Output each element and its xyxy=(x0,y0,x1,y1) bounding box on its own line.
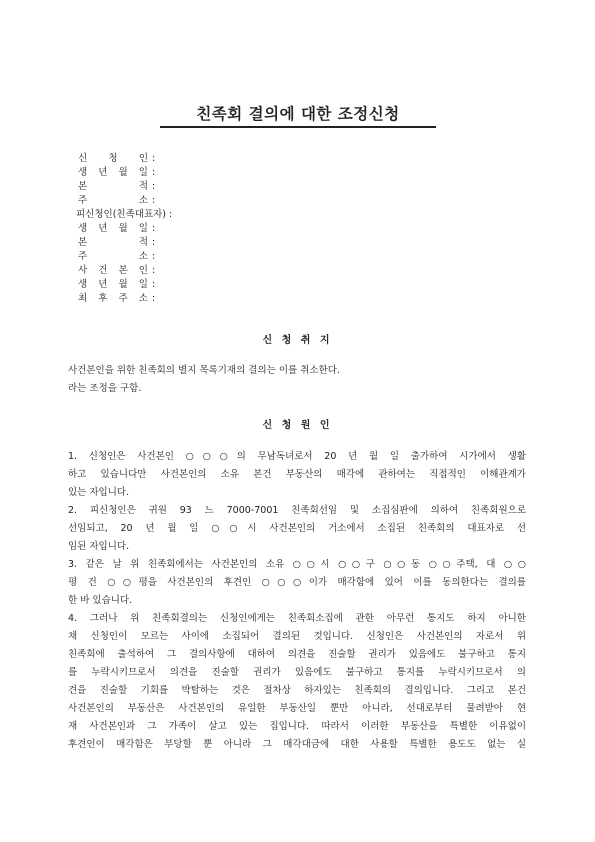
field-value: : xyxy=(152,293,156,304)
cause-line: 친족회에 출석하여 그 결의사항에 대하여 의견을 진술할 권리가 있음에도 불구하고 통지 xyxy=(68,649,526,660)
field-respondent-address xyxy=(78,250,172,264)
purpose-section xyxy=(68,362,526,398)
cause-line: 견을 진술할 기회를 박탈하는 것은 절차상 하자있는 친족회의 결의입니다. 그리고 본건 xyxy=(68,685,526,696)
field-label: 본 적 xyxy=(78,181,148,192)
cause-line: 선임되고, 20 년 월 일 ○○시 사건본인의 거소에서 소집된 친족회의 대표자로 선 xyxy=(68,523,526,534)
field-value: : xyxy=(152,223,156,234)
field-subject-person xyxy=(78,264,172,278)
field-label: 생 년 월 일 xyxy=(78,167,148,178)
cause-line: 2. 피신청인은 귀원 93 느 7000-7001 친족회선임 및 소집심판에 의하여 친족회원으로 xyxy=(68,505,526,516)
field-value: : xyxy=(152,279,156,290)
cause-line: 평 건 ○○평을 사건본인의 후견인 ○○○이가 매각함에 있어 이를 동의한다는 결의를 xyxy=(68,577,526,588)
field-label: 생 년 월 일 xyxy=(78,223,148,234)
purpose-heading: 신 청 취 지 xyxy=(262,335,333,346)
cause-line: 재 사건본인과 그 가족이 살고 있는 집입니다. 따라서 이러한 부동산을 특별한 이유없이 xyxy=(68,721,526,732)
field-applicant-birthdate xyxy=(78,166,172,180)
field-label: 사 건 본 인 xyxy=(78,265,148,276)
cause-line: 있는 자입니다. xyxy=(68,487,130,498)
field-label: 피신청인(친족대표자) : xyxy=(76,209,173,220)
field-respondent-birthdate xyxy=(78,222,172,236)
field-respondent-domicile xyxy=(78,236,172,250)
field-value: : xyxy=(152,181,156,192)
document-title: 친족회 결의에 대한 조정신청 xyxy=(196,105,400,123)
field-label: 신 청 인 xyxy=(78,153,148,164)
cause-line: 후견인이 매각함은 부당할 뿐 아니라 그 매각대금에 대한 사용할 특별한 용도도 없는 실 xyxy=(68,739,526,750)
cause-line: 사건본인의 부동산은 사건본인의 유일한 부동산일 뿐만 아니라, 선대로부터 물려받아 현 xyxy=(68,703,526,714)
party-info-block xyxy=(78,152,172,306)
field-value: : xyxy=(152,195,156,206)
field-applicant xyxy=(78,152,172,166)
field-value: : xyxy=(152,251,156,262)
field-value: : xyxy=(152,153,156,164)
field-label: 최 후 주 소 xyxy=(78,293,148,304)
cause-line: 4. 그러나 위 친족회결의는 신청인에게는 친족회소집에 관한 아무런 통지도 하지 아니한 xyxy=(68,613,526,624)
cause-line: 1. 신청인은 사건본인 ○○○의 무남독녀로서 20 년 월 일 출가하여 시가에서 생활 xyxy=(68,451,526,462)
field-label: 주 소 xyxy=(78,251,148,262)
cause-line: 3. 같은 날 위 친족회에서는 사건본인의 소유 ○○시 ○○구 ○○동 ○○주택, 대 ○○ xyxy=(68,559,526,570)
cause-line: 한 바 있습니다. xyxy=(68,595,133,606)
field-applicant-domicile xyxy=(78,180,172,194)
field-subject-birthdate xyxy=(78,278,172,292)
field-value: : xyxy=(152,167,156,178)
field-subject-last-address xyxy=(78,292,172,306)
cause-line: 임된 자입니다. xyxy=(68,541,130,552)
cause-line: 를 누락시키므로서 의견을 진술할 권리가 있음에도 불구하고 통지를 누락시키므로서 의 xyxy=(68,667,526,678)
purpose-line: 라는 조정을 구함. xyxy=(68,383,142,394)
field-value: : xyxy=(152,237,156,248)
cause-heading: 신 청 원 인 xyxy=(262,420,333,431)
field-respondent xyxy=(78,208,172,222)
field-applicant-address xyxy=(78,194,172,208)
field-label: 주 소 xyxy=(78,195,148,206)
purpose-line: 사건본인을 위한 친족회의 별지 목록기재의 결의는 이를 취소한다. xyxy=(68,365,340,376)
field-label: 본 적 xyxy=(78,237,148,248)
cause-line: 채 신청인이 모르는 사이에 소집되어 결의된 것입니다. 신청인은 사건본인의 자로서 위 xyxy=(68,631,526,642)
field-label: 생 년 월 일 xyxy=(78,279,148,290)
cause-line: 하고 있습니다만 사건본인의 소유 본건 부동산의 매각에 관하여는 직접적인 이해관계가 xyxy=(68,469,526,480)
field-value: : xyxy=(152,265,156,276)
title-underline xyxy=(160,126,436,128)
cause-body xyxy=(68,448,526,754)
